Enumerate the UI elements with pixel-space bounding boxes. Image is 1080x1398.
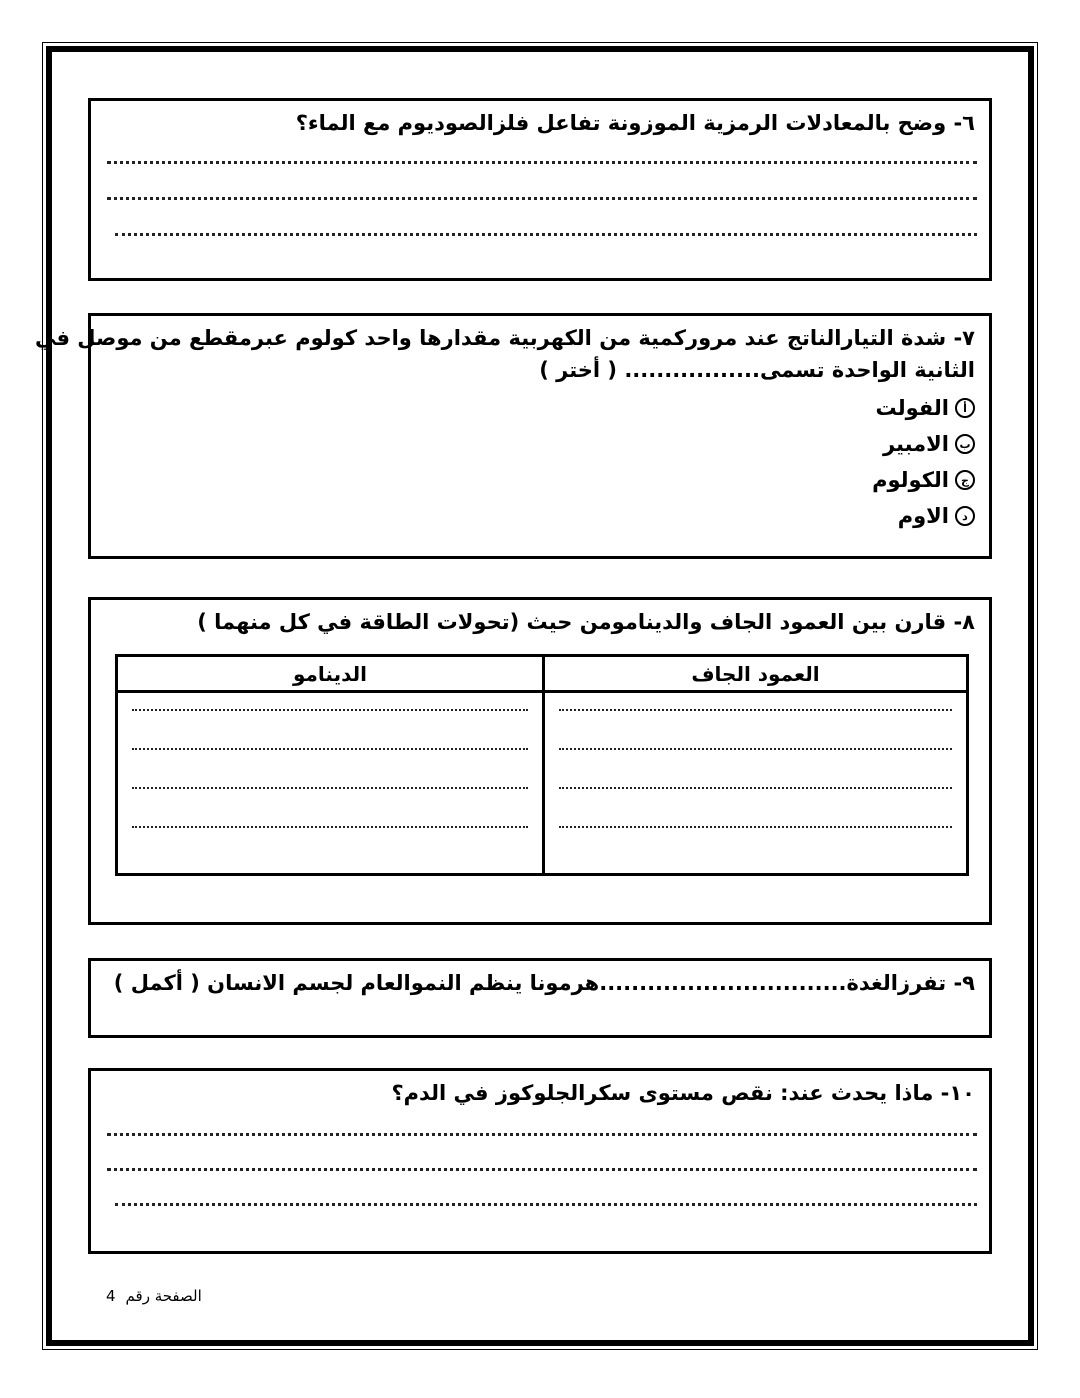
choice-label: الفولت [875, 396, 949, 420]
page-label: الصفحة رقم [125, 1287, 202, 1305]
page-footer [96, 1287, 202, 1305]
question-10-title: ١٠- ماذا يحدث عند: نقص مستوى سكرالجلوكوز في الدم؟ [391, 1081, 975, 1105]
answer-line[interactable] [107, 161, 977, 164]
circled-letter-icon: د [955, 506, 975, 526]
question-10-box [88, 1068, 992, 1254]
answer-line[interactable] [115, 1203, 977, 1206]
page-number: 4 [106, 1287, 116, 1305]
comparison-table [115, 654, 969, 876]
choice-a[interactable] [105, 390, 975, 426]
question-8-box [88, 597, 992, 925]
answer-line[interactable] [132, 709, 528, 711]
answer-line[interactable] [107, 197, 977, 200]
answer-line[interactable] [115, 233, 977, 236]
question-7-choices [105, 390, 975, 534]
circled-letter-icon: أ [955, 398, 975, 418]
column-header: الدينامو [118, 657, 542, 693]
choice-label: الكولوم [872, 468, 949, 492]
answer-line[interactable] [132, 826, 528, 828]
choice-c[interactable] [105, 462, 975, 498]
answer-line[interactable] [559, 748, 952, 750]
question-7-title-line2: الثانية الواحدة تسمى................. ( أختر ) [539, 358, 975, 382]
choice-label: الامبير [882, 432, 949, 456]
question-7-box [34, 313, 992, 559]
question-9-title: ٩- تفرزالغدة...............................هرمونا ينظم النموالعام لجسم الانسان ( أكمل ) [113, 971, 975, 995]
column-dry-cell [542, 657, 966, 873]
answer-line[interactable] [559, 826, 952, 828]
circled-letter-icon: ب [955, 434, 975, 454]
question-8-title: ٨- قارن بين العمود الجاف والدينامومن حيث (تحولات الطاقة في كل منهما ) [197, 610, 975, 634]
question-7-title-line1: ٧- شدة التيارالناتج عند مروركمية من الكهربية مقدارها واحد كولوم عبرمقطع من موصل في [34, 326, 975, 350]
choice-label: الاوم [897, 504, 949, 528]
answer-line[interactable] [132, 787, 528, 789]
answer-line[interactable] [107, 1133, 977, 1136]
answer-line[interactable] [132, 748, 528, 750]
column-dynamo [118, 657, 542, 873]
choice-d[interactable] [105, 498, 975, 534]
choice-b[interactable] [105, 426, 975, 462]
answer-line[interactable] [559, 709, 952, 711]
question-6-box [88, 98, 992, 281]
question-6-title: ٦- وضح بالمعادلات الرمزية الموزونة تفاعل فلزالصوديوم مع الماء؟ [295, 111, 975, 135]
column-header: العمود الجاف [545, 657, 966, 693]
answer-line[interactable] [559, 787, 952, 789]
circled-letter-icon: ج [955, 470, 975, 490]
answer-line[interactable] [107, 1168, 977, 1171]
question-9-box [88, 958, 992, 1038]
